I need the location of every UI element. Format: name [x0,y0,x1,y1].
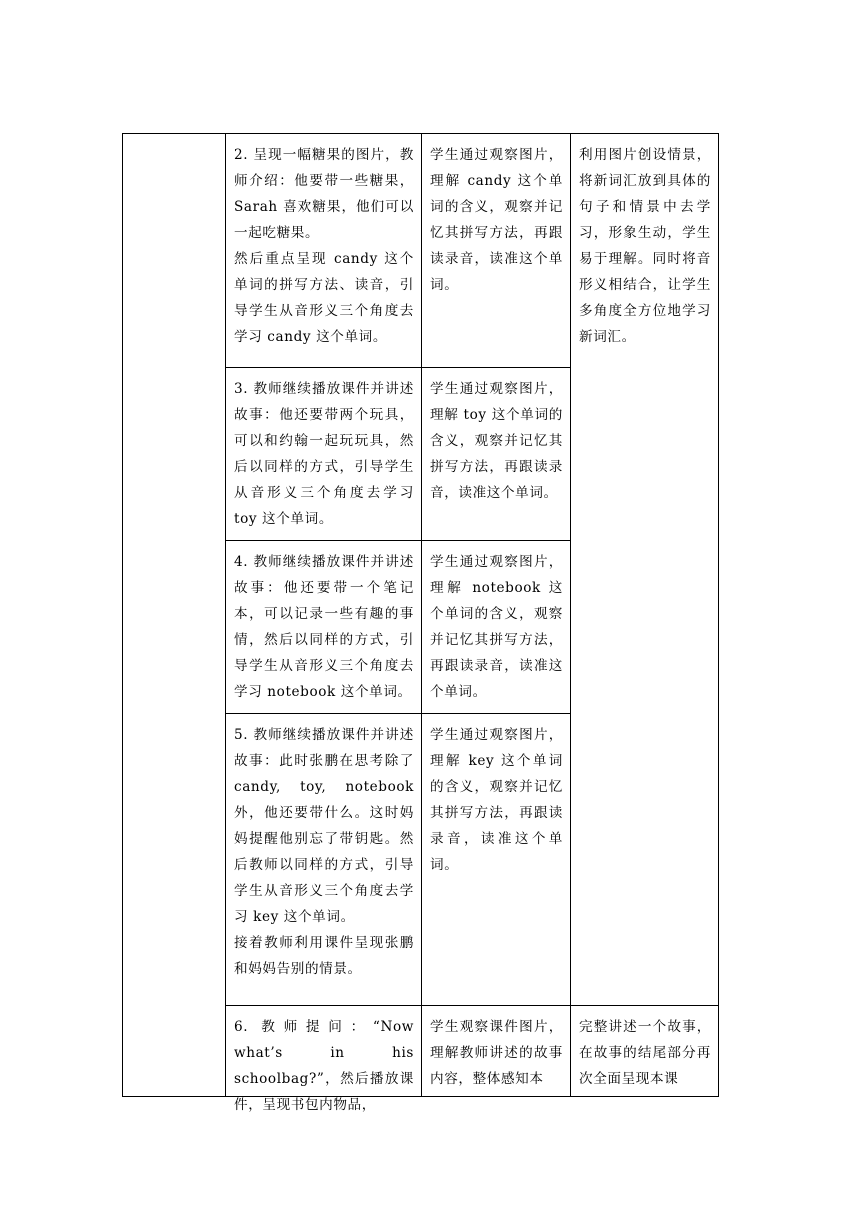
student-activity-cell [422,541,571,714]
student-activity-text: 学生观察课件图片，理解教师讲述的故事内容，整体感知本 [430,1019,563,1087]
stage-cell-empty [123,134,226,1097]
design-intent-text: 利用图片创设情景，将新词汇放到具体的句子和情景中去学习，形象生动，学生易于理解。同时将音形义相结合，让学生多角度全方位地学习新词汇。 [579,147,711,345]
teacher-activity-text: 4. 教师继续播放课件并讲述故事：他还要带一个笔记本，可以记录一些有趣的事情，然后以同样的方式，引导学生从音形义三个角度去学习 notebook 这个单词。 [234,554,414,700]
student-activity-text: 学生通过观察图片，理解 notebook 这个单词的含义，观察并记忆其拼写方法，再跟读录音，读准这个单词。 [430,554,563,700]
teacher-activity-cell [226,368,422,541]
teacher-activity-text: 6. 教师提问：“Now what’s in his schoolbag?”，然后播放课件，呈现书包内物品， [234,1019,414,1113]
design-intent-cell [571,134,719,1006]
student-activity-cell [422,368,571,541]
teacher-activity-text: 接着教师利用课件呈现张鹏和妈妈告别的情景。 [234,935,414,977]
teacher-activity-cell [226,1006,422,1113]
teacher-activity-cell [226,714,422,1006]
table-row [123,134,719,368]
teacher-activity-text: 然后重点呈现 candy 这个单词的拼写方法、读音，引导学生从音形义三个角度去学习 candy 这个单词。 [234,251,414,345]
student-activity-text: 学生通过观察图片，理解 key 这个单词的含义，观察并记忆其拼写方法，再跟读录音，读准这个单词。 [430,727,563,873]
teacher-activity-text: 2. 呈现一幅糖果的图片，教师介绍：他要带一些糖果，Sarah 喜欢糖果，他们可以一起吃糖果。 [234,147,414,241]
student-activity-text: 学生通过观察图片，理解 candy 这个单词的含义，观察并记忆其拼写方法，再跟读录音，读准这个单词。 [430,147,563,293]
teacher-activity-cell [226,541,422,714]
design-intent-text: 完整讲述一个故事，在故事的结尾部分再次全面呈现本课 [579,1019,711,1087]
student-activity-cell [422,714,571,1006]
teacher-activity-text: 3. 教师继续播放课件并讲述故事：他还要带两个玩具，可以和约翰一起玩玩具，然后以同样的方式，引导学生从音形义三个角度去学习 toy 这个单词。 [234,381,414,527]
design-intent-cell [571,1006,719,1097]
student-activity-cell [422,134,571,368]
teacher-activity-text: 5. 教师继续播放课件并讲述故事：此时张鹏在思考除了 candy, toy, notebook 外，他还要带什么。这时妈妈提醒他别忘了带钥匙。然后教师以同样的方式，引导学生从音形义三个角度去学习 key 这个单词。 [234,727,414,925]
teacher-activity-cell [226,134,422,368]
lesson-plan-table [122,133,719,1113]
student-activity-cell [422,1006,571,1097]
student-activity-text: 学生通过观察图片，理解 toy 这个单词的含义，观察并记忆其拼写方法，再跟读录音，读准这个单词。 [430,381,563,501]
